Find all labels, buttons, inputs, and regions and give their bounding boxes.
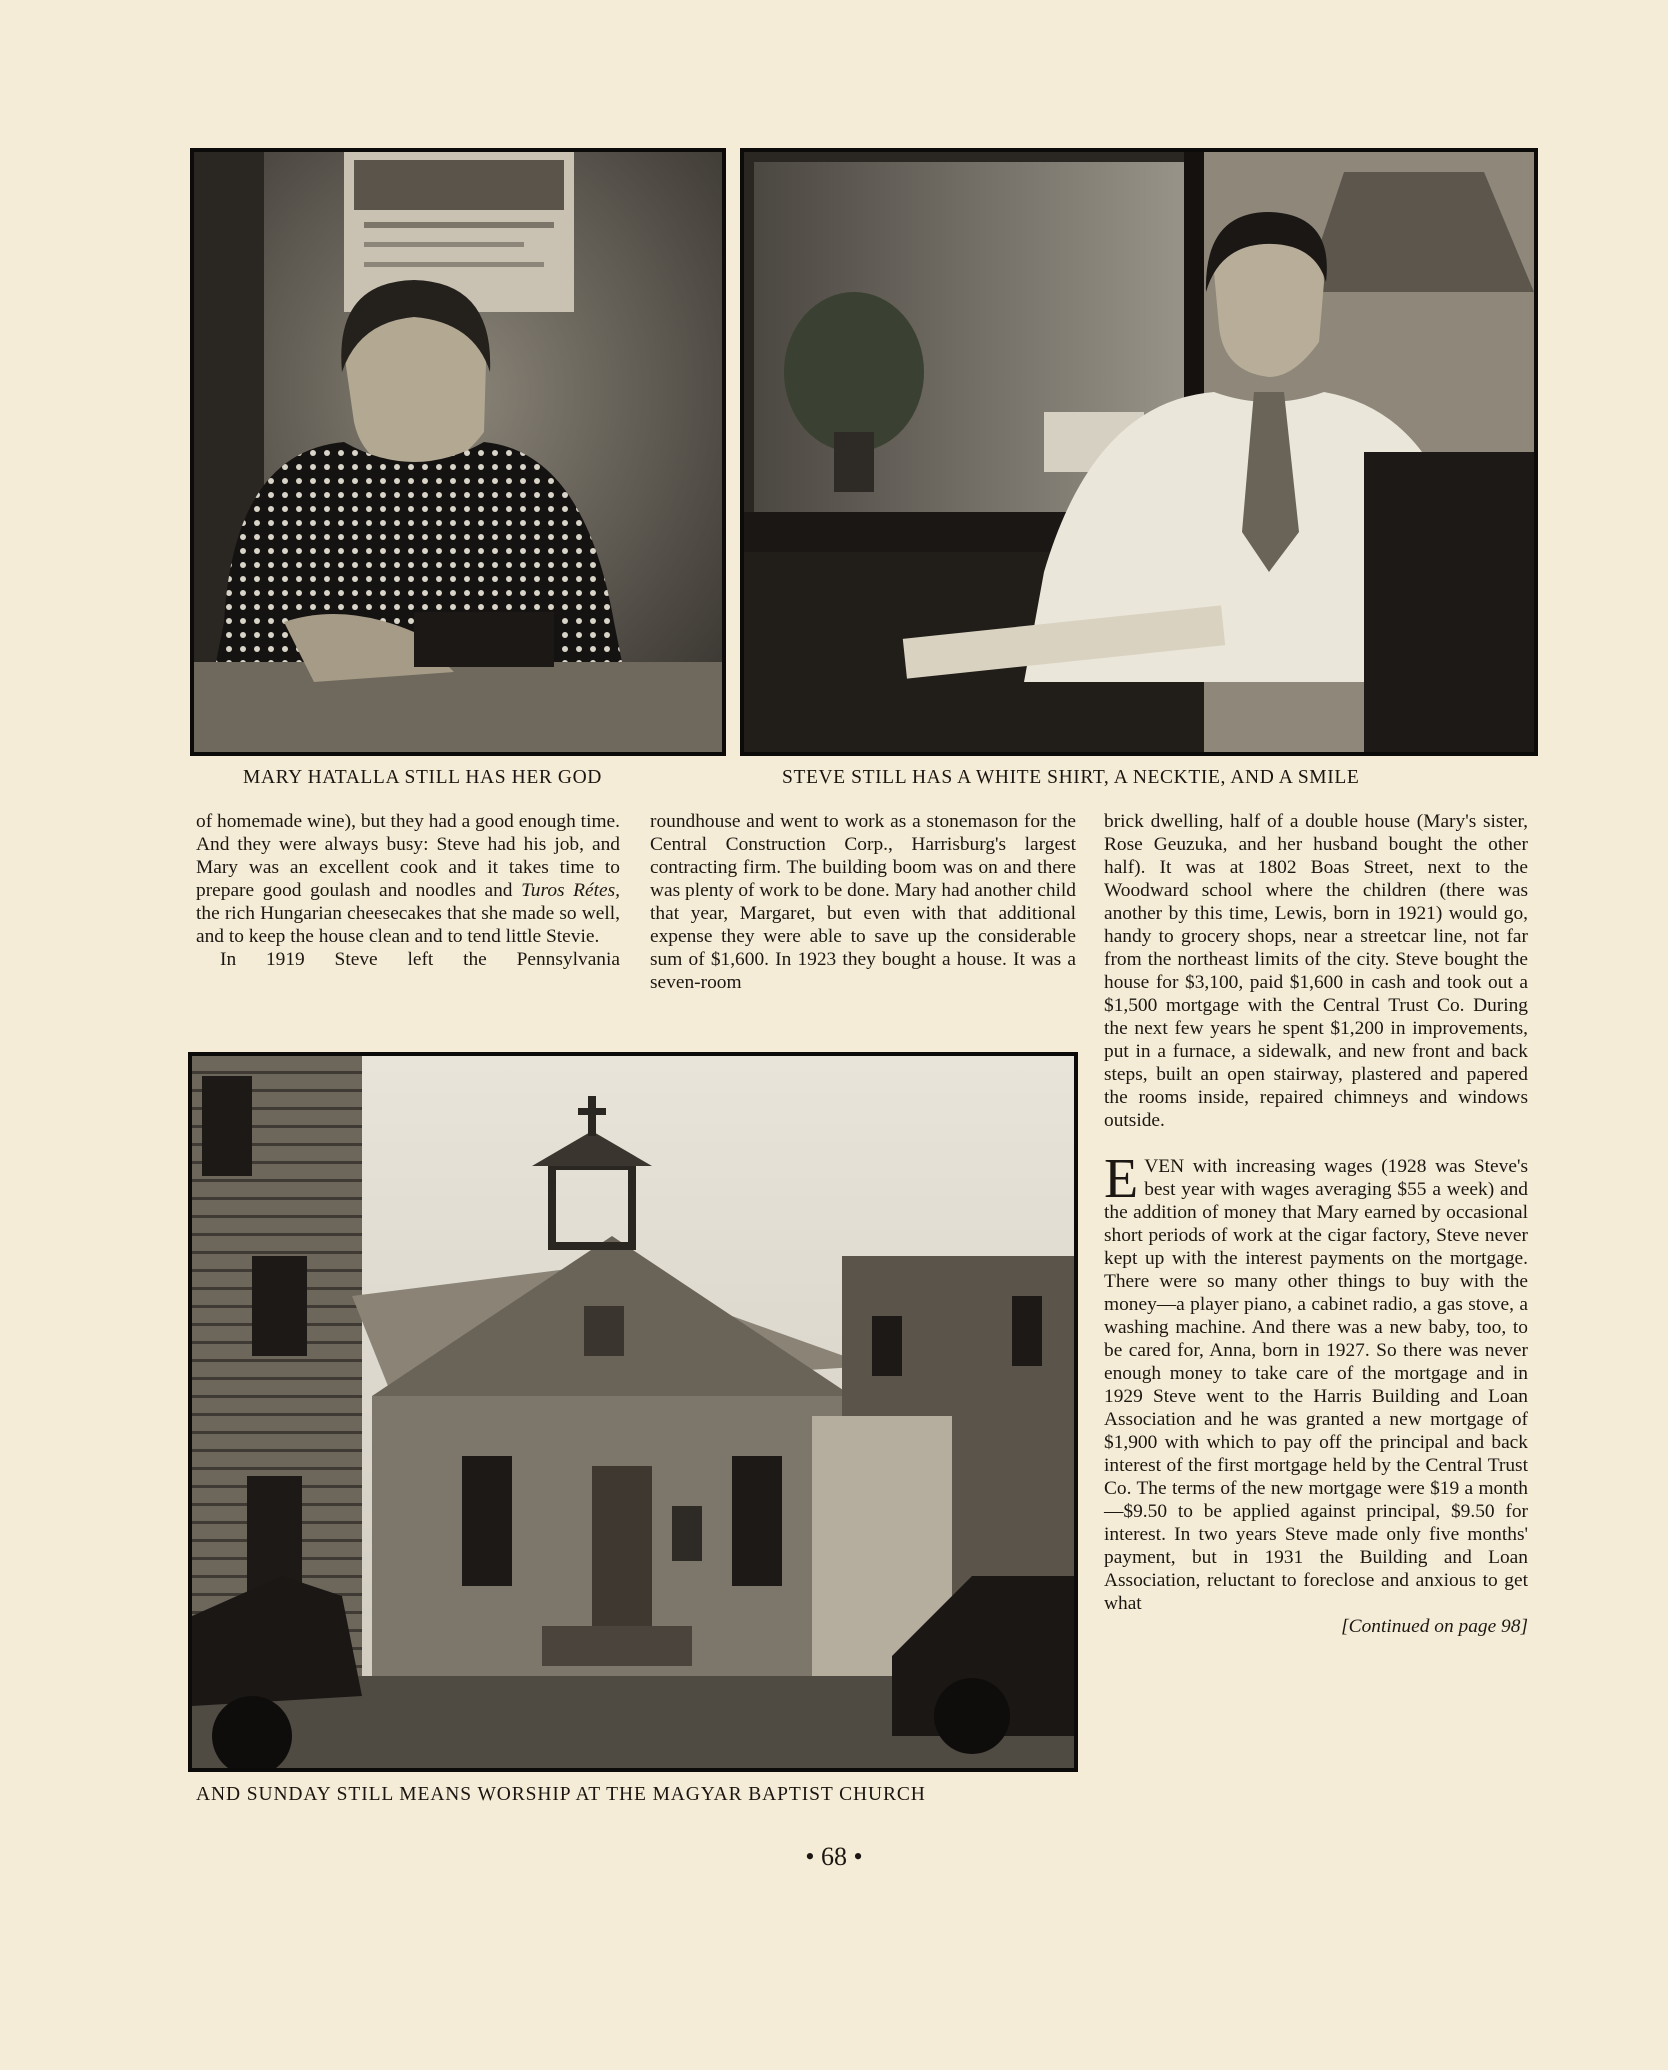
italic-term: Turos Rétes, bbox=[521, 880, 620, 901]
text-span: of homemade wine), but they had a good enough time. And they were always busy: Steve had his job, and Mary was an excellent cook and it takes time to prepare good goulash and noodles and bbox=[196, 811, 620, 901]
caption-mary: MARY HATALLA STILL HAS HER GOD bbox=[243, 767, 602, 788]
continued-note: [Continued on page 98] bbox=[1341, 1616, 1528, 1637]
paragraph bbox=[1104, 1148, 1528, 1615]
caption-church: AND SUNDAY STILL MEANS WORSHIP AT THE MAGYAR BAPTIST CHURCH bbox=[196, 1784, 926, 1805]
page-number: • 68 • bbox=[805, 1842, 863, 1871]
photo-mary-hatalla bbox=[190, 148, 726, 756]
paragraph bbox=[196, 810, 620, 948]
article-column-1 bbox=[196, 810, 620, 971]
paragraph: brick dwelling, half of a double house (Mary's sister, Rose Geuzuka, and her husband bought the other half). It was at 1802 Boas Street, next to the Woodward school where the children (there was another by this time, Lewis, born in 1921) would go, handy to grocery shops, near a streetcar line, not far from the northeast limits of the city. Steve bought the house for $3,100, paid $1,600 in cash and took out a $1,500 mortgage with the Central Trust Co. During the next few years he spent $1,200 in improvements, put in a furnace, a sidewalk, and new front and back steps, built an open stairway, plastered and papered the rooms inside, repaired chimneys and windows outside. bbox=[1104, 811, 1528, 1131]
photo-steve bbox=[740, 148, 1538, 756]
photo-magyar-baptist-church bbox=[188, 1052, 1078, 1772]
text-span: VEN with increasing wages (1928 was Steve's best year with wages averaging $55 a week) and the addition of money that Mary earned by occasional short periods of work at the cigar factory, Steve never kept up with the interest payments on the mortgage. There were so many other things to buy with the money—a player piano, a cabinet radio, a gas stove, a washing machine. And there was a new baby, too, to be cared for, Anna, born in 1927. So there was never enough money to take care of the mortgage and in 1929 Steve went to the Harris Building and Loan Association and he was granted a new mortgage of $1,900 with which to pay off the principal and back interest of the first mortgage held by the Central Trust Co. The terms of the new mortgage were $19 a month—$9.50 to be applied against principal, $9.50 for interest. In two years Steve made only five months' payment, but in 1931 the Building and Loan Association, reluctant to foreclose and anxious to get what bbox=[1104, 1156, 1528, 1614]
drop-cap: E bbox=[1104, 1148, 1139, 1210]
article-column-2 bbox=[650, 810, 1076, 994]
text-span: the rich Hungarian cheesecakes that she made so well, and to keep the house clean and to tend little Stevie. bbox=[196, 903, 620, 947]
paragraph: In 1919 Steve left the Pennsylvania bbox=[220, 949, 620, 970]
caption-steve: STEVE STILL HAS A WHITE SHIRT, A NECKTIE, AND A SMILE bbox=[782, 767, 1360, 788]
paragraph: roundhouse and went to work as a stonemason for the Central Construction Corp., Harrisburg's largest contracting firm. The building boom was on and there was plenty of work to be done. Mary had another child that year, Margaret, but even with that additional expense they were able to save up the considerable sum of $1,600. In 1923 they bought a house. It was a seven-room bbox=[650, 811, 1076, 993]
article-column-3 bbox=[1104, 810, 1528, 1638]
